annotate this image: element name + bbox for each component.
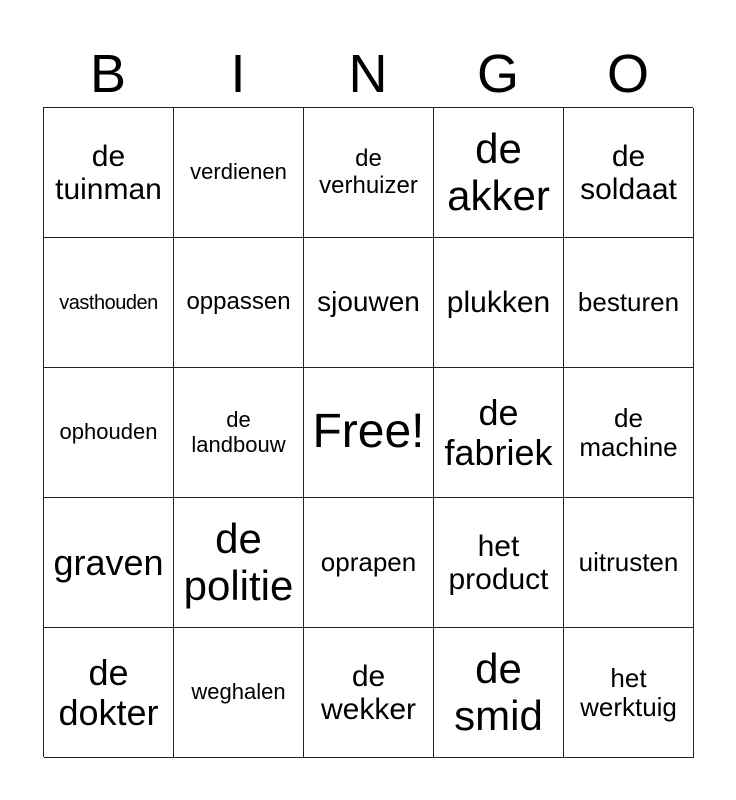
cell-text: sjouwen [317,286,420,318]
cell-text: de smid [454,645,543,739]
cell-text: de politie [183,515,294,609]
bingo-cell[interactable] [44,628,174,758]
bingo-cell[interactable] [44,368,174,498]
bingo-cell[interactable] [174,238,304,368]
cell-text: weghalen [191,679,286,705]
cell-text: ophouden [59,419,158,445]
bingo-card [43,107,693,757]
bingo-cell[interactable] [44,238,174,368]
header-letter-o: O [606,44,649,104]
cell-text: vasthouden [59,291,158,314]
bingo-free-cell[interactable] [304,368,434,498]
cell-text: verdienen [190,159,287,185]
bingo-cell[interactable] [434,498,564,628]
cell-text: uitrusten [578,547,679,578]
bingo-cell[interactable] [564,108,694,238]
bingo-cell[interactable] [434,238,564,368]
header-letter-b: B [89,44,127,104]
bingo-cell[interactable] [304,628,434,758]
cell-text: de tuinman [55,139,162,206]
bingo-cell[interactable] [564,628,694,758]
bingo-cell[interactable] [174,108,304,238]
header-letter-n: N [348,44,388,104]
cell-text: de akker [447,125,550,219]
bingo-cell[interactable] [434,628,564,758]
bingo-cell[interactable] [174,368,304,498]
bingo-cell[interactable] [564,238,694,368]
cell-text: het product [448,529,549,596]
bingo-cell[interactable] [564,368,694,498]
cell-text: de soldaat [580,139,677,206]
cell-text: de machine [579,402,678,462]
bingo-cell[interactable] [174,628,304,758]
free-text: Free! [312,405,425,459]
bingo-cell[interactable] [304,108,434,238]
bingo-cell[interactable] [304,498,434,628]
cell-text: de fabriek [444,391,553,473]
bingo-cell[interactable] [44,108,174,238]
cell-text: de wekker [320,659,417,726]
header-letter-g: G [476,44,519,104]
bingo-cell[interactable] [304,238,434,368]
bingo-cell[interactable] [174,498,304,628]
header-letter-i: I [230,44,246,104]
cell-text: graven [53,541,164,583]
bingo-header [43,44,693,104]
cell-text: de dokter [58,651,159,733]
cell-text: besturen [577,287,680,318]
bingo-cell[interactable] [434,108,564,238]
bingo-cell[interactable] [434,368,564,498]
cell-text: plukken [446,286,551,319]
cell-text: de verhuizer [319,145,418,199]
cell-text: het werktuig [580,662,677,722]
bingo-cell[interactable] [564,498,694,628]
cell-text: oppassen [186,288,291,316]
cell-text: oprapen [320,547,417,578]
bingo-cell[interactable] [44,498,174,628]
cell-text: de landbouw [191,407,286,457]
